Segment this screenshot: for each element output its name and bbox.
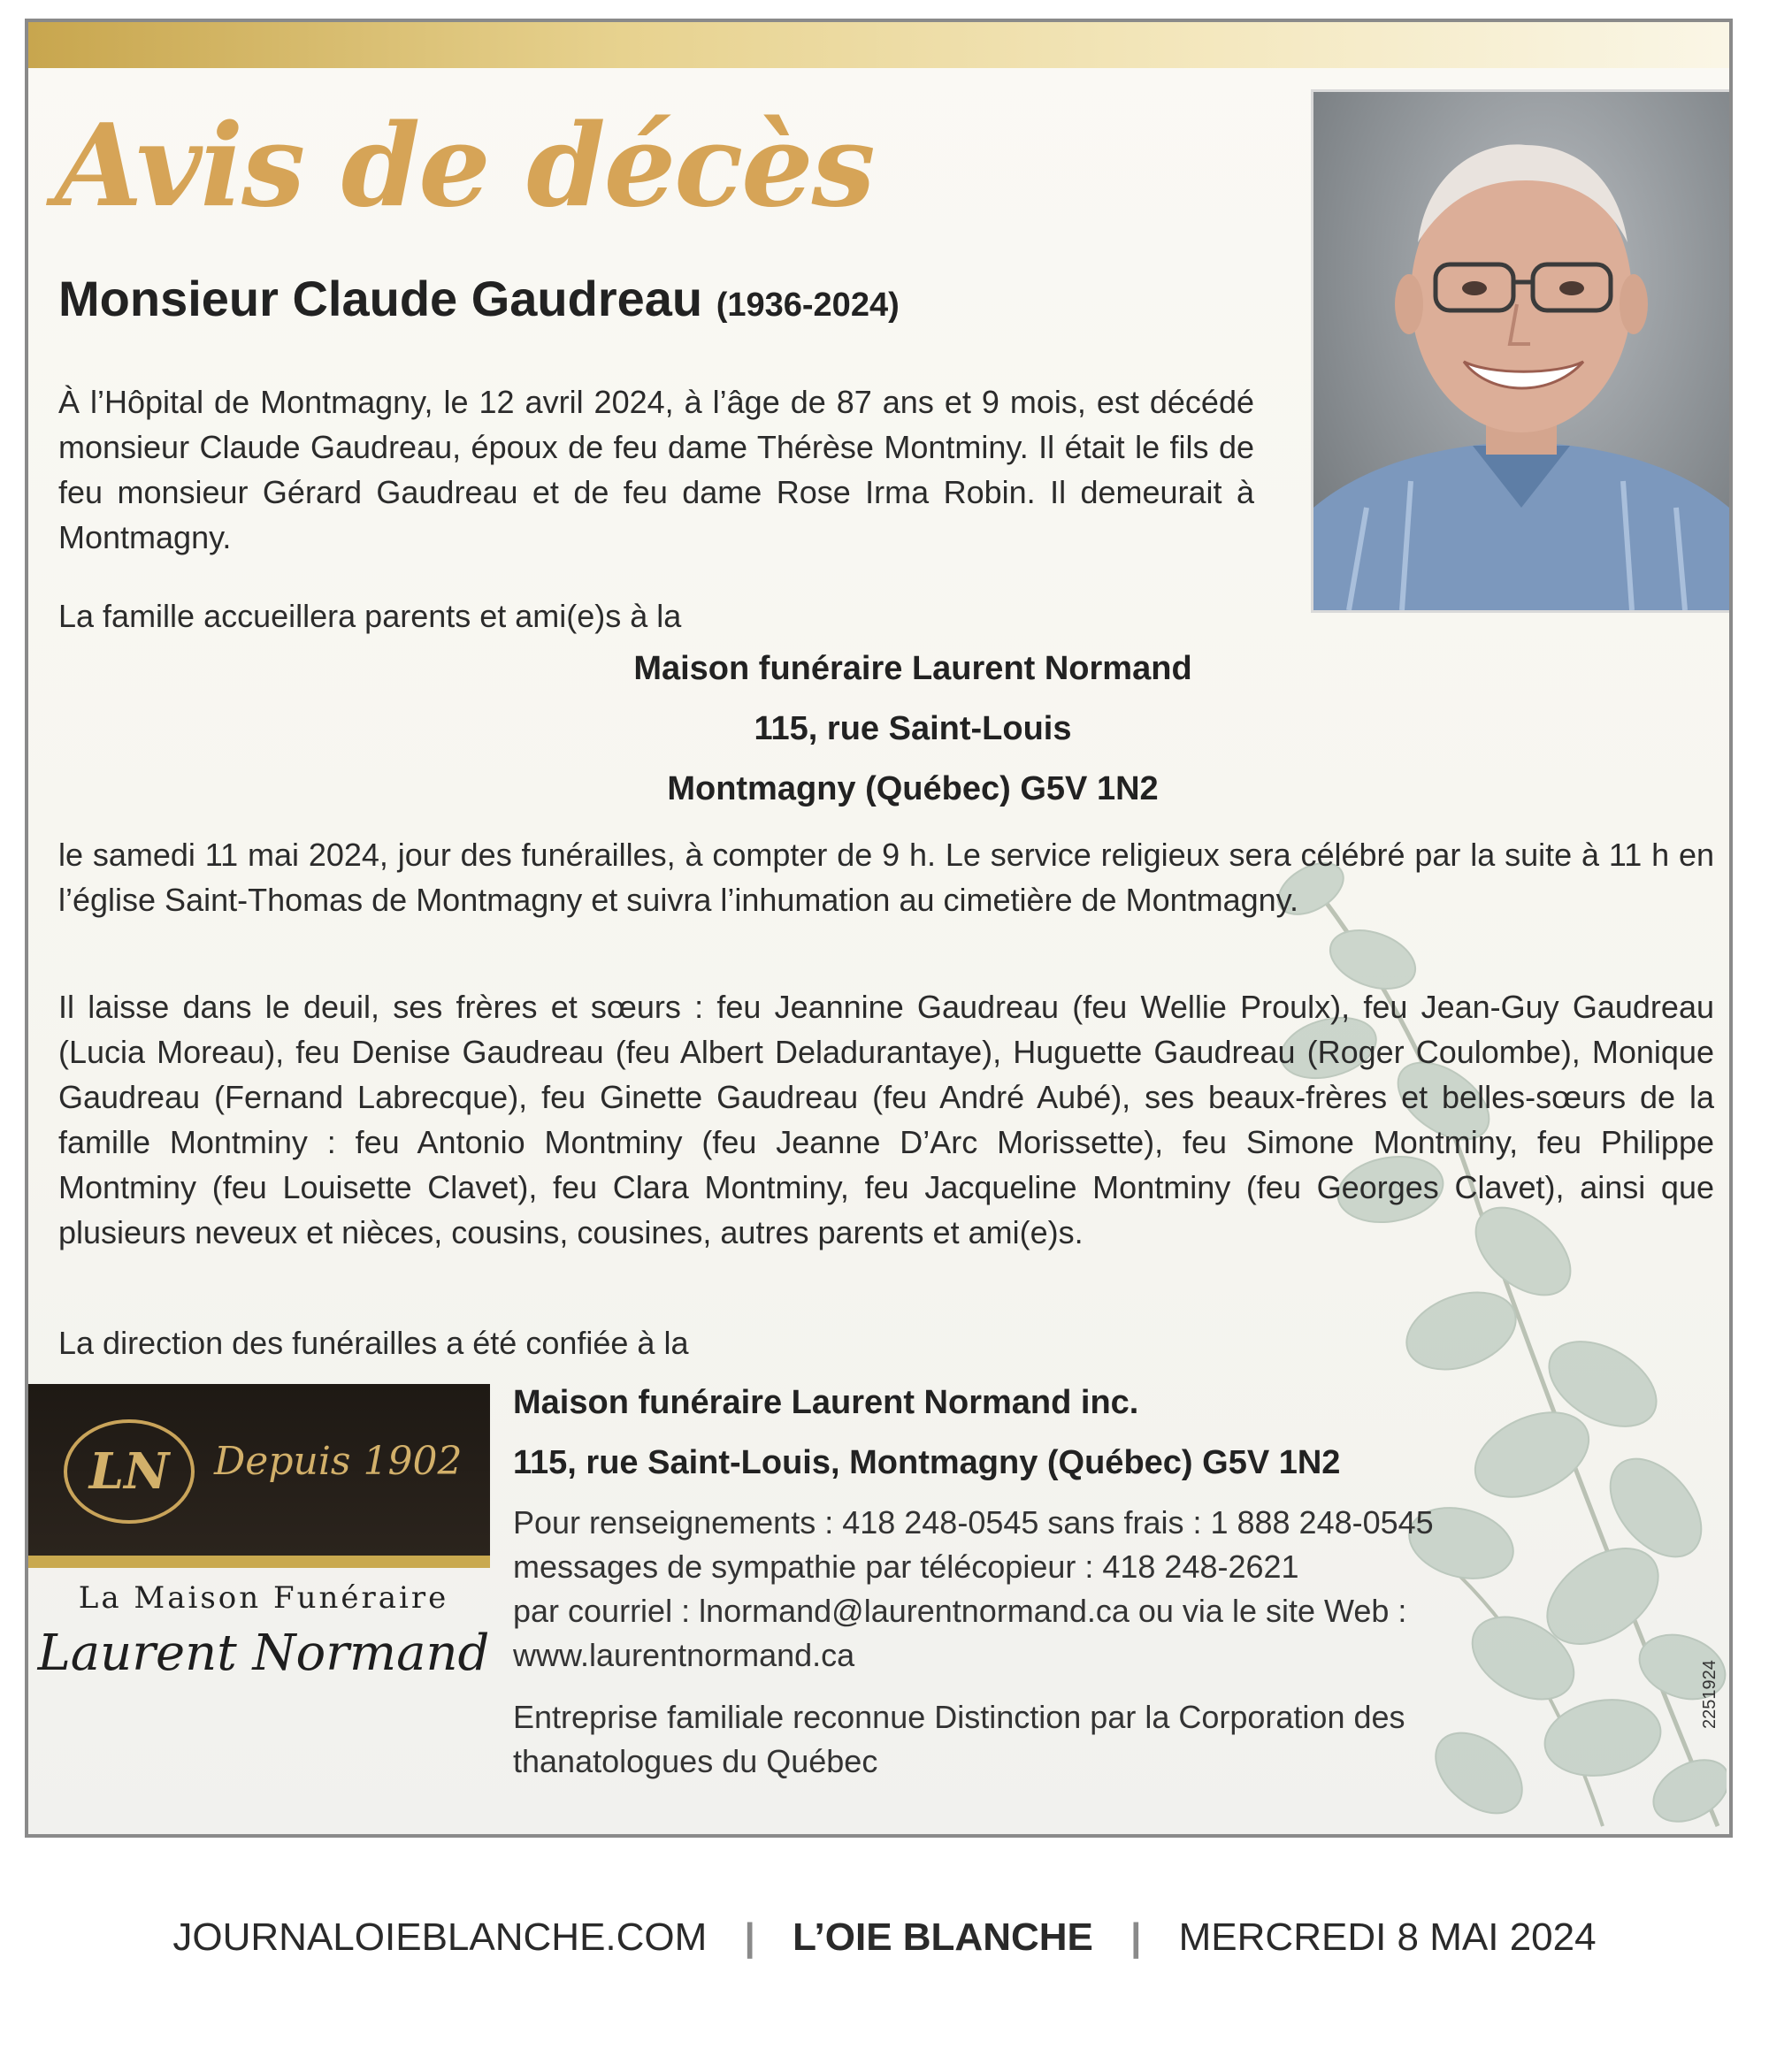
footer-site: JOURNALOIEBLANCHE.COM [172, 1915, 708, 1959]
gold-header-band [28, 22, 1729, 68]
visitation-intro: La famille accueillera parents et ami(e)s à la [58, 598, 682, 634]
funeral-home-distinction-1: Entreprise familiale reconnue Distinction par la Corporation des [513, 1699, 1405, 1735]
footer-paper-name: L’OIE BLANCHE [793, 1915, 1093, 1959]
footer-separator: | [744, 1915, 755, 1959]
deceased-name: Monsieur Claude Gaudreau [58, 271, 703, 326]
deceased-years: (1936-2024) [716, 287, 900, 324]
funeral-home-logo-banner [28, 1384, 490, 1568]
funeral-home-name: Maison funéraire Laurent Normand inc. [513, 1384, 1139, 1421]
deceased-name-line [58, 270, 900, 327]
ad-reference-number: 2251924 [1700, 1660, 1719, 1729]
venue-name: Maison funéraire Laurent Normand [633, 650, 1192, 687]
funeral-home-website: www.laurentnormand.ca [513, 1637, 855, 1673]
funeral-home-phone: Pour renseignements : 418 248-0545 sans frais : 1 888 248-0545 [513, 1504, 1434, 1541]
funeral-home-distinction-2: thanatologues du Québec [513, 1743, 878, 1779]
deceased-portrait [1311, 89, 1732, 613]
survivors-paragraph: Il laisse dans le deuil, ses frères et sœurs : feu Jeannine Gaudreau (feu Wellie Proulx), feu Jean-Guy Gaudreau (Lucia Moreau), feu Denise Gaudreau (feu Albert Deladurantaye), Huguette Gaudreau (Roger Coulombe), Monique Gaudreau (Fernand Labrecque), feu Ginette Gaudreau (feu André Aubé), ses beaux-frères et belles-sœurs de la famille Montminy : feu Antonio Montminy (feu Jeanne D’Arc Morissette), feu Simone Montminy, feu Philippe Montminy (feu Louisette Clavet), feu Clara Montminy, feu Jacqueline Montminy (feu Georges Clavet), ainsi que plusieurs neveux et nièces, cousins, cousines, autres parents et ami(e)s. [58, 989, 1714, 1250]
funeral-home-address: 115, rue Saint-Louis, Montmagny (Québec) G5V 1N2 [513, 1444, 1341, 1481]
logo-house-text: La Maison Funéraire [78, 1580, 449, 1616]
venue-street: 115, rue Saint-Louis [754, 710, 1072, 747]
ln-monogram-logo: LN [64, 1419, 195, 1524]
obituary-notice [25, 19, 1733, 1838]
footer-date: MERCREDI 8 MAI 2024 [1178, 1915, 1597, 1959]
footer-separator: | [1130, 1915, 1142, 1959]
funeral-home-email: par courriel : lnormand@laurentnormand.ca ou via le site Web : [513, 1593, 1407, 1629]
death-announcement-paragraph: À l’Hôpital de Montmagny, le 12 avril 2024, à l’âge de 87 ans et 9 mois, est décédé monsieur Claude Gaudreau, époux de feu dame Thérèse Montminy. Il était le fils de feu monsieur Gérard Gaudreau et de feu dame Rose Irma Robin. Il demeurait à Montmagny. [58, 384, 1254, 555]
venue-city: Montmagny (Québec) G5V 1N2 [667, 770, 1159, 807]
logo-since-text: Depuis 1902 [214, 1439, 463, 1484]
funeral-direction-intro: La direction des funérailles a été confiée à la [58, 1325, 689, 1361]
funeral-details-paragraph: le samedi 11 mai 2024, jour des funérailles, à compter de 9 h. Le service religieux sera célébré par la suite à 11 h en l’église Saint-Thomas de Montmagny et suivra l’inhumation au cimetière de Montmagny. [58, 837, 1714, 918]
logo-script-name: Laurent Normand [37, 1625, 490, 1682]
newspaper-footer [0, 1915, 1769, 1960]
funeral-home-fax: messages de sympathie par télécopieur : 418 248-2621 [513, 1548, 1299, 1585]
notice-heading: Avis de décès [55, 100, 874, 233]
portrait-illustration [1313, 92, 1729, 610]
